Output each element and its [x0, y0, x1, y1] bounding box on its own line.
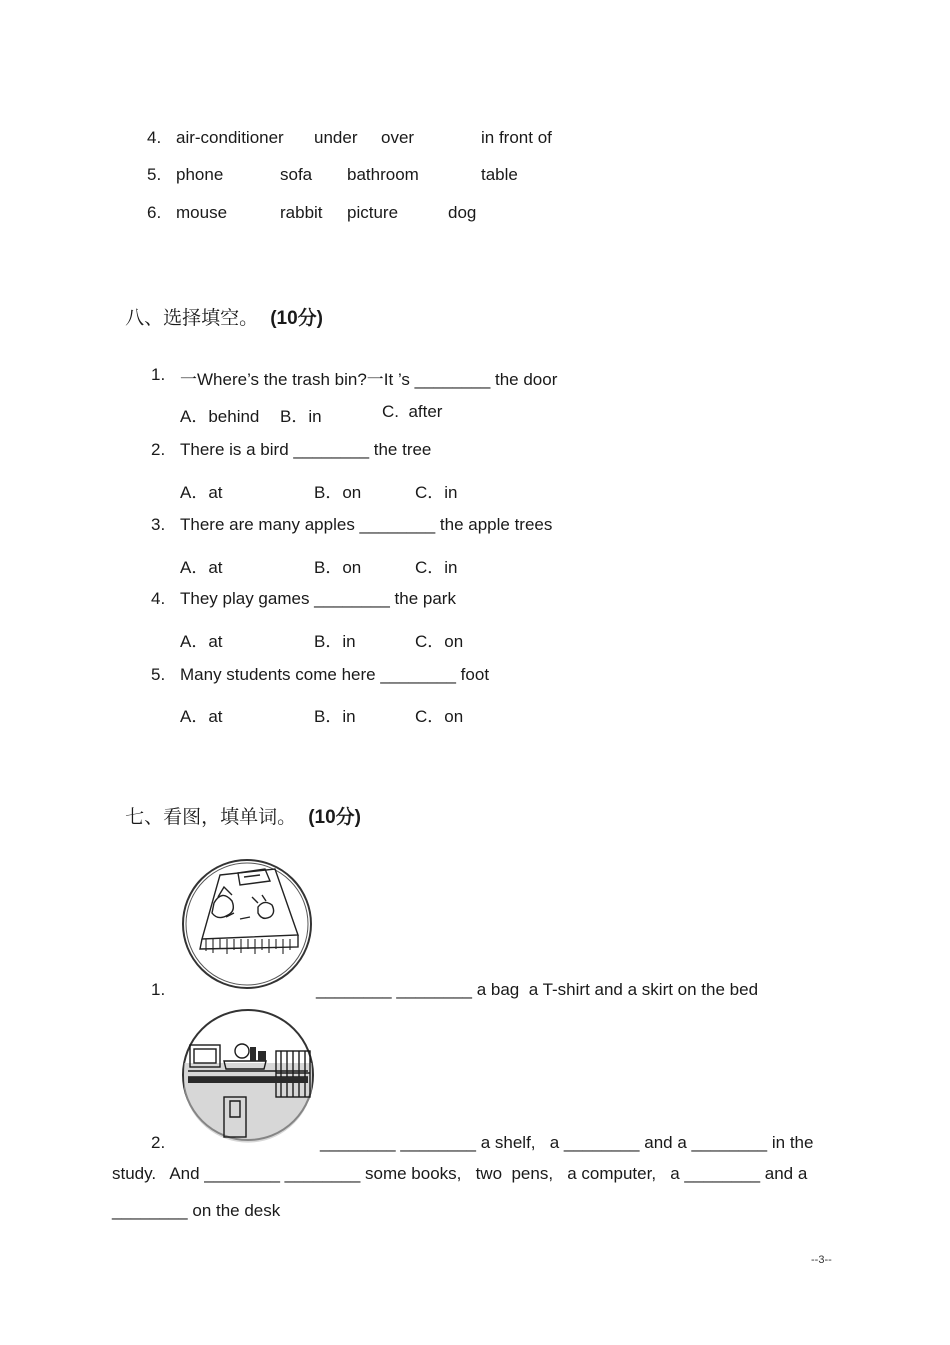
option-c: C．in — [415, 558, 458, 577]
picture-item-number: 2. — [151, 1133, 166, 1152]
option-b: B．in — [314, 632, 356, 651]
section-score: (10分) — [308, 807, 361, 828]
page-number: --3-- — [811, 1254, 832, 1266]
question-text: They play games ________ the park — [180, 589, 456, 608]
option-b: B．on — [314, 558, 362, 577]
word-item: mouse — [176, 203, 228, 222]
question-text: Many students come here ________ foot — [180, 665, 490, 684]
word-item: over — [381, 128, 415, 147]
option-a: A．at — [180, 632, 223, 651]
study-room-icon — [180, 1007, 316, 1143]
question-number: 1. — [151, 365, 166, 384]
section-heading — [113, 780, 361, 829]
fill-in-sentence: ________ ________ a shelf, a ________ and a ________ in the — [320, 1133, 814, 1152]
picture-item-number: 1. — [151, 980, 166, 999]
question-number: 3. — [151, 515, 166, 534]
question-number: 2. — [151, 440, 166, 459]
option-a: A．at — [180, 558, 223, 577]
word-item: dog — [448, 203, 477, 222]
word-item: sofa — [280, 165, 313, 184]
question-text: There is a bird ________ the tree — [180, 440, 432, 459]
word-item: picture — [347, 203, 399, 222]
word-item: under — [314, 128, 358, 147]
word-item: bathroom — [347, 165, 419, 184]
section-score: (10分) — [270, 308, 323, 329]
word-group-number: 5. — [147, 165, 162, 184]
fill-in-sentence: study. And ________ ________ some books, two pens, a computer, a ________ and a — [112, 1164, 808, 1183]
word-group-number: 4. — [147, 128, 162, 147]
section-heading — [113, 281, 323, 330]
option-c: C．in — [415, 483, 458, 502]
fill-in-sentence: ________ on the desk — [112, 1201, 281, 1220]
question-text: There are many apples ________ the apple trees — [180, 515, 553, 534]
option-c: C. after — [382, 402, 443, 421]
bedroom-bed-icon — [180, 857, 314, 991]
section-title: 七、看图，填单词。 — [125, 806, 297, 828]
option-a: A．behind — [180, 407, 260, 426]
option-a: A．at — [180, 483, 223, 502]
word-item: table — [481, 165, 518, 184]
option-b: B．in — [314, 707, 356, 726]
question-text: 一Where’s the trash bin?一It ’s ________ the door — [180, 370, 558, 389]
section-title: 八、选择填空。 — [125, 307, 259, 329]
word-item: air-conditioner — [176, 128, 284, 147]
word-item: phone — [176, 165, 224, 184]
option-c: C．on — [415, 707, 464, 726]
word-group-number: 6. — [147, 203, 162, 222]
question-number: 5. — [151, 665, 166, 684]
option-b: B．on — [314, 483, 362, 502]
option-c: C．on — [415, 632, 464, 651]
option-b: B．in — [280, 407, 322, 426]
question-number: 4. — [151, 589, 166, 608]
word-item: in front of — [481, 128, 552, 147]
fill-in-sentence: ________ ________ a bag a T-shirt and a skirt on the bed — [316, 980, 759, 999]
option-a: A．at — [180, 707, 223, 726]
word-item: rabbit — [280, 203, 323, 222]
